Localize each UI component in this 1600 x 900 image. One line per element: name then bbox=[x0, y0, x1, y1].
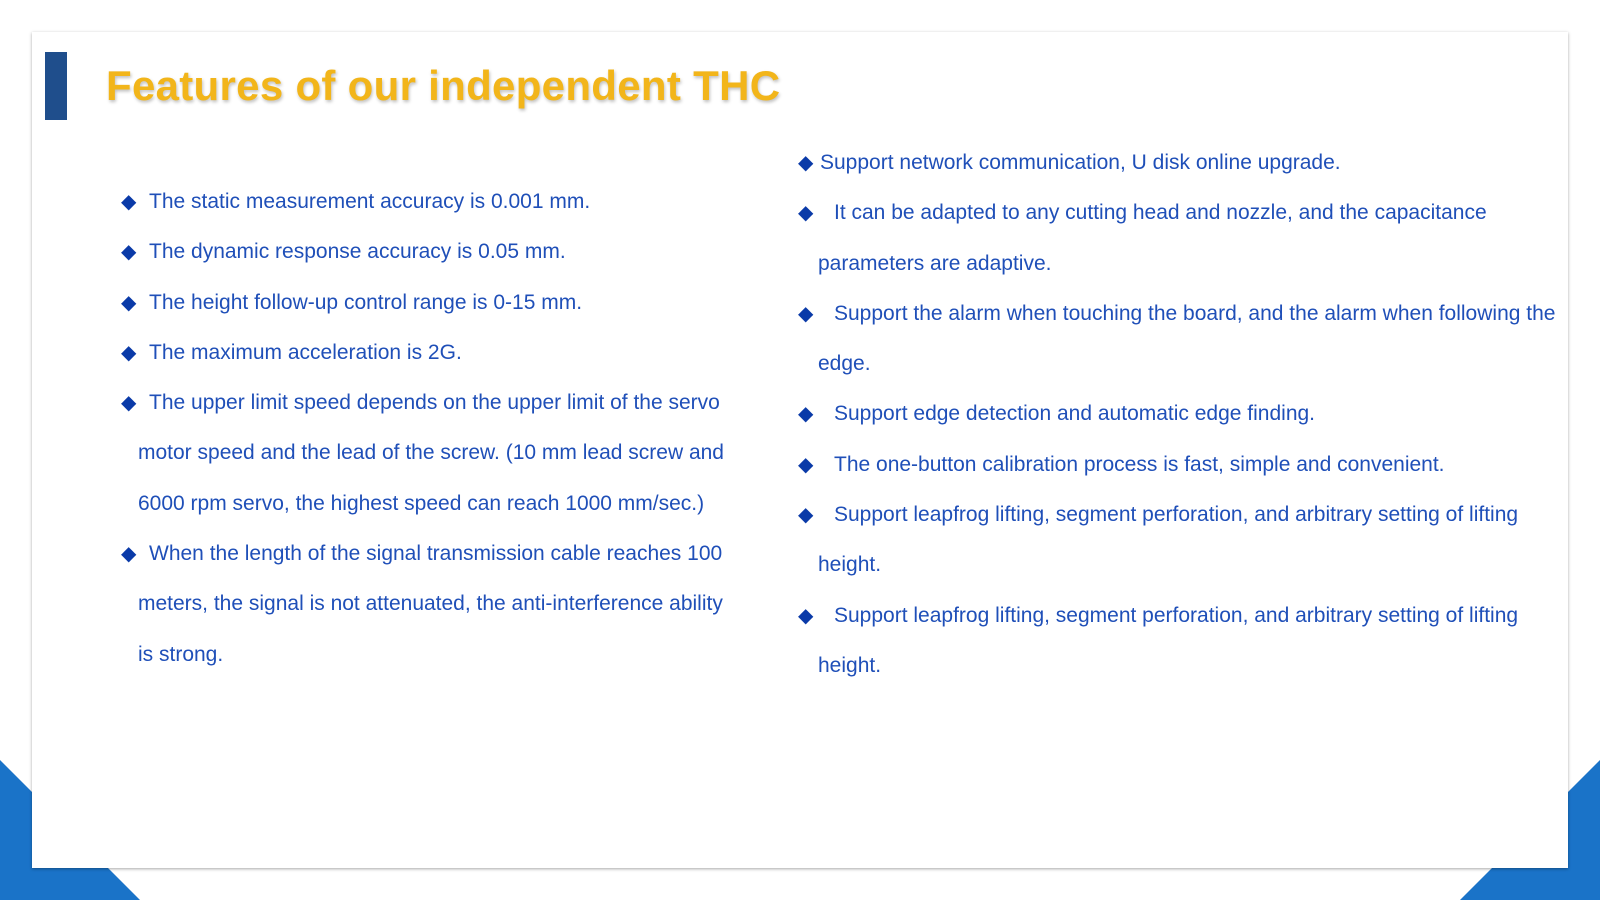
feature-text: Support the alarm when touching the board, and the alarm when following the edge. bbox=[818, 301, 1556, 376]
feature-text: The height follow-up control range is 0-15 mm. bbox=[149, 290, 583, 314]
diamond-bullet-icon: ◆ bbox=[121, 291, 137, 314]
feature-text: Support edge detection and automatic edge finding. bbox=[834, 402, 1316, 426]
diamond-bullet-icon: ◆ bbox=[798, 403, 814, 426]
feature-item bbox=[121, 529, 741, 680]
diamond-bullet-icon: ◆ bbox=[798, 202, 814, 225]
feature-text: The one-button calibration process is fast, simple and convenient. bbox=[834, 452, 1445, 476]
feature-text: The static measurement accuracy is 0.001 mm. bbox=[149, 190, 591, 213]
diamond-bullet-icon: ◆ bbox=[798, 453, 814, 476]
feature-item bbox=[798, 289, 1558, 390]
title-accent-bar bbox=[45, 52, 67, 120]
feature-list-left bbox=[121, 177, 741, 680]
feature-text: Support leapfrog lifting, segment perforation, and arbitrary setting of lifting height. bbox=[818, 603, 1519, 677]
diamond-bullet-icon: ◆ bbox=[798, 504, 814, 527]
diamond-bullet-icon: ◆ bbox=[798, 604, 814, 627]
diamond-bullet-icon: ◆ bbox=[121, 543, 137, 566]
feature-text: It can be adapted to any cutting head and nozzle, and the capacitance parameters are adaptive. bbox=[818, 201, 1487, 275]
feature-item bbox=[121, 328, 741, 378]
feature-item bbox=[798, 138, 1558, 188]
diamond-bullet-icon: ◆ bbox=[121, 191, 137, 213]
feature-item bbox=[798, 591, 1558, 692]
diamond-bullet-icon: ◆ bbox=[798, 152, 814, 174]
feature-text: Support leapfrog lifting, segment perforation, and arbitrary setting of lifting height. bbox=[818, 503, 1519, 577]
feature-text: The dynamic response accuracy is 0.05 mm. bbox=[149, 240, 566, 264]
diamond-bullet-icon: ◆ bbox=[121, 392, 137, 415]
diamond-bullet-icon: ◆ bbox=[798, 302, 814, 325]
feature-item bbox=[798, 389, 1558, 439]
feature-item bbox=[798, 440, 1558, 490]
feature-item bbox=[121, 278, 741, 328]
feature-item bbox=[121, 177, 741, 227]
feature-item bbox=[798, 188, 1558, 289]
feature-text: The upper limit speed depends on the upper limit of the servo motor speed and the lead of the screw. (10 mm lead screw and 6000 rpm servo, the highest speed can reach 1000 mm/sec.) bbox=[138, 391, 724, 515]
slide-title: Features of our independent THC bbox=[106, 62, 781, 109]
diamond-bullet-icon: ◆ bbox=[121, 241, 137, 264]
diamond-bullet-icon: ◆ bbox=[121, 341, 137, 364]
feature-item bbox=[121, 227, 741, 277]
feature-text: Support network communication, U disk online upgrade. bbox=[820, 151, 1341, 174]
feature-text: When the length of the signal transmission cable reaches 100 meters, the signal is not attenuated, the anti-interference ability is strong. bbox=[138, 542, 723, 666]
feature-list-right bbox=[798, 138, 1558, 691]
feature-text: The maximum acceleration is 2G. bbox=[149, 340, 462, 364]
feature-item bbox=[121, 378, 741, 529]
feature-item bbox=[798, 490, 1558, 591]
